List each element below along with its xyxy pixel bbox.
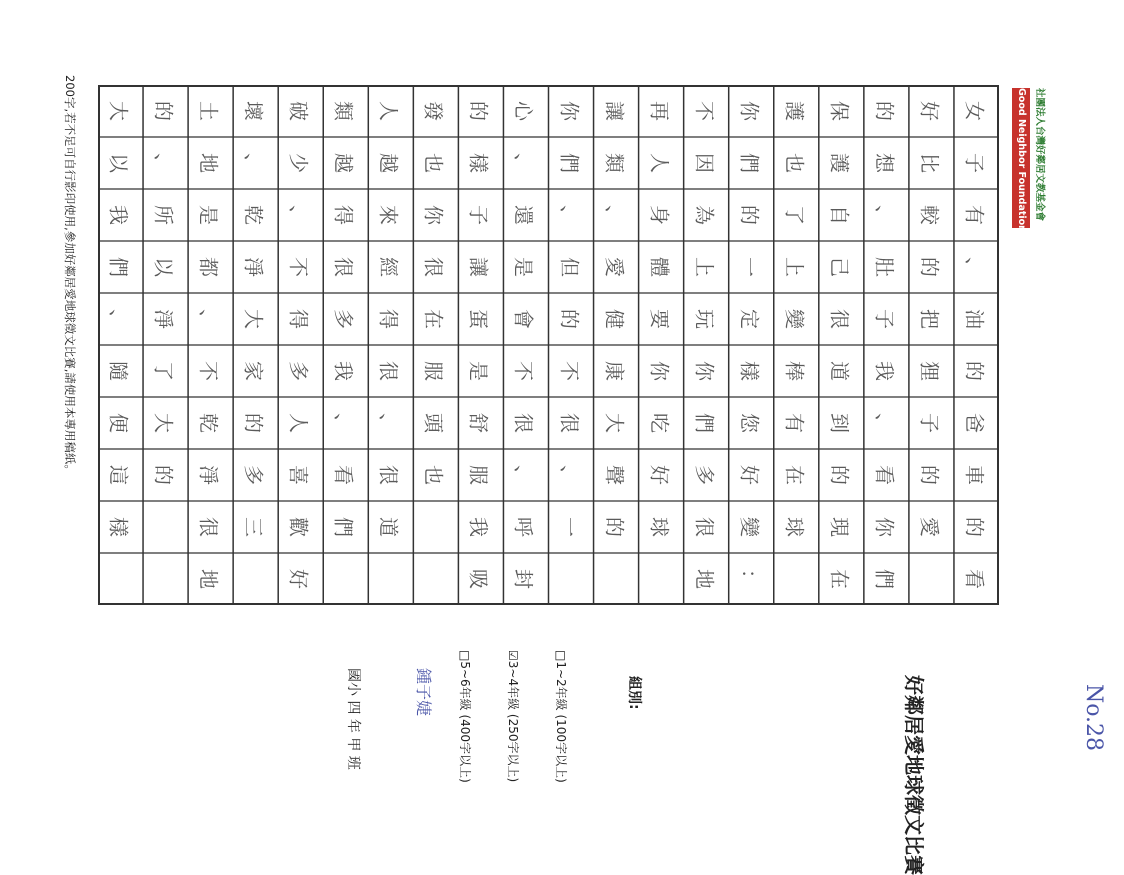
- essay-character: 肚: [872, 256, 897, 277]
- essay-character: 、: [377, 412, 402, 433]
- essay-character: 的: [917, 464, 942, 485]
- essay-character: 到: [827, 412, 852, 433]
- essay-character: 身: [647, 204, 672, 225]
- essay-character: 現: [827, 516, 852, 537]
- essay-character: 很: [377, 464, 402, 485]
- essay-character: 這: [107, 464, 132, 485]
- essay-character: 多: [287, 360, 312, 381]
- writing-grid: [98, 85, 999, 605]
- essay-character: 不: [692, 100, 717, 121]
- essay-character: 己: [827, 256, 852, 277]
- essay-character: 們: [557, 152, 582, 173]
- essay-character: 是: [512, 256, 537, 277]
- essay-character: 不: [287, 256, 312, 277]
- essay-character: 會: [512, 308, 537, 329]
- group-option-3: □5~6年級 (400字以上): [458, 650, 472, 783]
- essay-character: 油: [962, 308, 987, 329]
- essay-character: 你: [872, 516, 897, 537]
- essay-character: 讓: [602, 100, 627, 121]
- essay-character: 好: [647, 464, 672, 485]
- essay-character: 封: [512, 568, 537, 589]
- essay-character: 的: [602, 516, 627, 537]
- school-line: 國小 四 年 甲 班: [345, 668, 361, 770]
- footer-note: 200字,若不足可自行影印使用,參加好鄰居愛地球徵文比賽,請使用本專用稿紙。: [63, 75, 77, 476]
- essay-character: 的: [962, 360, 987, 381]
- essay-character: 土: [197, 100, 222, 121]
- group-option-1: □1~2年級 (100字以上): [554, 650, 568, 783]
- essay-character: 、: [602, 204, 627, 225]
- essay-character: 乾: [197, 412, 222, 433]
- essay-character: 服: [467, 464, 492, 485]
- essay-character: 護: [827, 152, 852, 173]
- essay-character: 聲: [602, 464, 627, 485]
- essay-character: 人: [287, 412, 312, 433]
- essay-character: 樣: [737, 360, 762, 381]
- essay-character: 地: [197, 152, 222, 173]
- essay-character: 很: [422, 256, 447, 277]
- essay-character: 淨: [242, 256, 267, 277]
- essay-character: 、: [242, 152, 267, 173]
- essay-character: 、: [107, 308, 132, 329]
- essay-character: 大: [242, 308, 267, 329]
- essay-character: 破: [287, 100, 312, 121]
- essay-character: 您: [737, 412, 762, 433]
- essay-character: 在: [827, 568, 852, 589]
- essay-character: 棒: [782, 360, 807, 381]
- essay-character: 較: [917, 204, 942, 225]
- essay-character: 的: [917, 256, 942, 277]
- essay-character: 很: [512, 412, 537, 433]
- essay-character: 健: [602, 308, 627, 329]
- student-name: 鍾子婕: [414, 668, 433, 717]
- essay-character: 球: [647, 516, 672, 537]
- essay-character: 、: [962, 256, 987, 277]
- essay-character: 、: [557, 464, 582, 485]
- essay-character: 乾: [242, 204, 267, 225]
- essay-character: 多: [242, 464, 267, 485]
- essay-character: 道: [377, 516, 402, 537]
- essay-character: 、: [557, 204, 582, 225]
- essay-character: 經: [377, 256, 402, 277]
- essay-character: 多: [332, 308, 357, 329]
- essay-character: 便: [107, 412, 132, 433]
- essay-character: 樣: [107, 516, 132, 537]
- essay-character: 變: [737, 516, 762, 537]
- essay-character: 子: [872, 308, 897, 329]
- essay-character: 、: [872, 412, 897, 433]
- essay-character: 有: [962, 204, 987, 225]
- essay-character: 歡: [287, 516, 312, 537]
- essay-character: 喜: [287, 464, 312, 485]
- essay-character: 在: [782, 464, 807, 485]
- essay-character: 、: [152, 152, 177, 173]
- form-title: 好鄰居愛地球徵文比賽: [902, 675, 926, 875]
- essay-character: 、: [287, 204, 312, 225]
- group-option-2: ☑3~4年級 (250字以上): [506, 650, 520, 783]
- essay-character: 大: [602, 412, 627, 433]
- essay-character: 是: [197, 204, 222, 225]
- essay-character: 以: [107, 152, 132, 173]
- essay-character: 的: [152, 100, 177, 121]
- essay-character: 我: [467, 516, 492, 537]
- essay-character: 比: [917, 152, 942, 173]
- page-number: No.28: [1081, 683, 1107, 752]
- essay-character: 、: [197, 308, 222, 329]
- essay-character: 在: [422, 308, 447, 329]
- essay-character: 類: [602, 152, 627, 173]
- essay-character: 們: [692, 412, 717, 433]
- essay-character: 上: [692, 256, 717, 277]
- essay-character: 呼: [512, 516, 537, 537]
- essay-character: 們: [107, 256, 132, 277]
- essay-character: 狸: [917, 360, 942, 381]
- essay-character: 因: [692, 152, 717, 173]
- essay-character: 車: [962, 464, 987, 485]
- essay-character: 定: [737, 308, 762, 329]
- essay-character: 樣: [467, 152, 492, 173]
- essay-character: 我: [872, 360, 897, 381]
- essay-character: 球: [782, 516, 807, 537]
- essay-character: 了: [782, 204, 807, 225]
- essay-character: 的: [557, 308, 582, 329]
- essay-character: 們: [737, 152, 762, 173]
- essay-character: 越: [332, 152, 357, 173]
- essay-character: 想: [872, 152, 897, 173]
- essay-character: 上: [782, 256, 807, 277]
- essay-character: 大: [152, 412, 177, 433]
- essay-character: 愛: [602, 256, 627, 277]
- essay-character: 看: [332, 464, 357, 485]
- essay-character: 以: [152, 256, 177, 277]
- essay-character: 有: [782, 412, 807, 433]
- essay-character: 不: [557, 360, 582, 381]
- essay-character: 為: [692, 204, 717, 225]
- essay-character: 你: [737, 100, 762, 121]
- essay-character: 隨: [107, 360, 132, 381]
- essay-character: 玩: [692, 308, 717, 329]
- essay-character: 很: [692, 516, 717, 537]
- essay-character: 看: [872, 464, 897, 485]
- essay-character: 、: [512, 152, 537, 173]
- essay-character: ：: [737, 568, 762, 589]
- essay-character: 都: [197, 256, 222, 277]
- essay-character: 女: [962, 100, 987, 121]
- essay-character: 把: [917, 308, 942, 329]
- essay-character: 很: [827, 308, 852, 329]
- essay-character: 的: [827, 464, 852, 485]
- essay-character: 但: [557, 256, 582, 277]
- essay-character: 類: [332, 100, 357, 121]
- essay-character: 家: [242, 360, 267, 381]
- essay-character: 好: [917, 100, 942, 121]
- essay-character: 子: [962, 152, 987, 173]
- essay-character: 多: [692, 464, 717, 485]
- essay-character: 很: [557, 412, 582, 433]
- essay-character: 我: [107, 204, 132, 225]
- essay-character: 吸: [467, 568, 492, 589]
- foundation-logo: [1012, 88, 1046, 232]
- essay-character: 壞: [242, 100, 267, 121]
- essay-character: 三: [242, 516, 267, 537]
- essay-character: 的: [467, 100, 492, 121]
- essay-character: 很: [197, 516, 222, 537]
- essay-character: 、: [872, 204, 897, 225]
- essay-character: 是: [467, 360, 492, 381]
- essay-character: 們: [332, 516, 357, 537]
- essay-character: 我: [332, 360, 357, 381]
- essay-character: 人: [647, 152, 672, 173]
- essay-character: 自: [827, 204, 852, 225]
- essay-character: 服: [422, 360, 447, 381]
- essay-character: 、: [332, 412, 357, 433]
- logo-english: Good Neighbor Foundation: [1016, 88, 1027, 232]
- essay-character: 的: [962, 516, 987, 537]
- essay-character: 子: [467, 204, 492, 225]
- essay-character: 了: [152, 360, 177, 381]
- essay-character: 得: [377, 308, 402, 329]
- essay-character: 也: [422, 152, 447, 173]
- essay-character: 體: [647, 256, 672, 277]
- essay-character: 的: [737, 204, 762, 225]
- essay-character: 吃: [647, 412, 672, 433]
- essay-character: 你: [557, 100, 582, 121]
- essay-character: 舒: [467, 412, 492, 433]
- essay-character: 愛: [917, 516, 942, 537]
- essay-character: 大: [107, 100, 132, 121]
- essay-character: 子: [917, 412, 942, 433]
- essay-character: 護: [782, 100, 807, 121]
- essay-character: 不: [197, 360, 222, 381]
- essay-character: 的: [872, 100, 897, 121]
- essay-character: 來: [377, 204, 402, 225]
- essay-character: 不: [512, 360, 537, 381]
- essay-character: 你: [692, 360, 717, 381]
- essay-character: 看: [962, 568, 987, 589]
- essay-character: 們: [872, 568, 897, 589]
- essay-character: 地: [197, 568, 222, 589]
- essay-character: 一: [737, 256, 762, 277]
- essay-character: 蛋: [467, 308, 492, 329]
- essay-character: 好: [287, 568, 312, 589]
- essay-character: 淨: [152, 308, 177, 329]
- essay-character: 心: [512, 100, 537, 121]
- group-label: 組別:: [626, 676, 642, 710]
- essay-character: 、: [512, 464, 537, 485]
- logo-chinese: 社團法人台灣好鄰居文教基金會: [1034, 88, 1045, 222]
- essay-character: 所: [152, 204, 177, 225]
- essay-character: 發: [422, 100, 447, 121]
- essay-character: 你: [422, 204, 447, 225]
- essay-character: 也: [422, 464, 447, 485]
- essay-character: 道: [827, 360, 852, 381]
- essay-character: 再: [647, 100, 672, 121]
- essay-character: 的: [152, 464, 177, 485]
- essay-character: 讓: [467, 256, 492, 277]
- essay-character: 的: [242, 412, 267, 433]
- essay-character: 保: [827, 100, 852, 121]
- essay-character: 爸: [962, 412, 987, 433]
- essay-character: 一: [557, 516, 582, 537]
- essay-character: 很: [377, 360, 402, 381]
- essay-character: 得: [332, 204, 357, 225]
- essay-character: 很: [332, 256, 357, 277]
- essay-character: 好: [737, 464, 762, 485]
- essay-character: 人: [377, 100, 402, 121]
- essay-character: 越: [377, 152, 402, 173]
- essay-character: 淨: [197, 464, 222, 485]
- essay-character: 得: [287, 308, 312, 329]
- essay-character: 也: [782, 152, 807, 173]
- essay-character: 還: [512, 204, 537, 225]
- essay-character: 要: [647, 308, 672, 329]
- essay-character: 你: [647, 360, 672, 381]
- essay-character: 康: [602, 360, 627, 381]
- essay-character: 地: [692, 568, 717, 589]
- essay-character: 頭: [422, 412, 447, 433]
- essay-character: 少: [287, 152, 312, 173]
- essay-character: 變: [782, 308, 807, 329]
